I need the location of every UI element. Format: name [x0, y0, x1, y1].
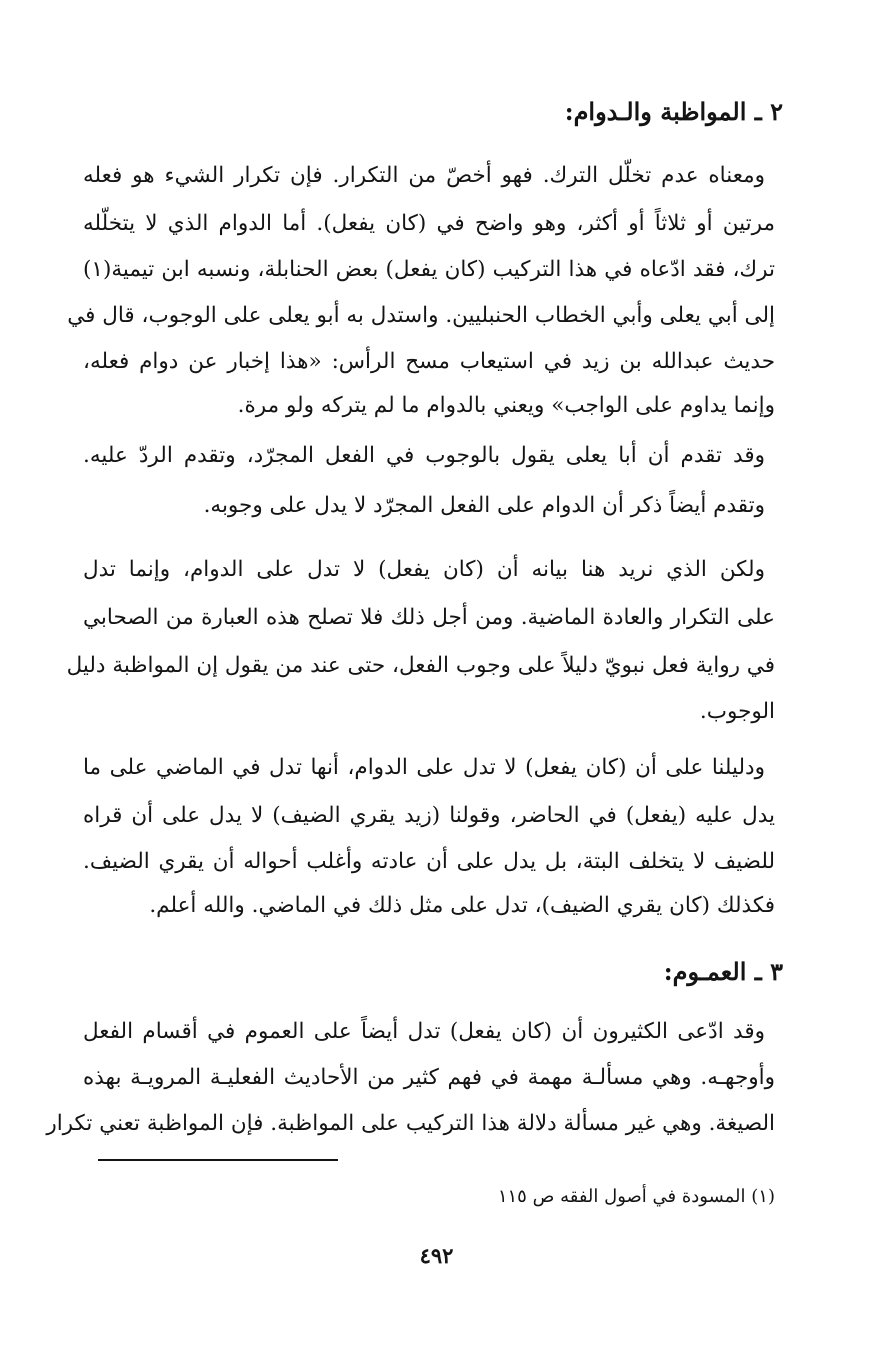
text-line: إلى أبي يعلى وأبي الخطاب الحنبليين. واستدل به أبو يعلى على الوجوب، قال في [67, 303, 775, 328]
text-line: وإنما يداوم على الواجب» ويعني بالدوام ما لم يتركه ولو مرة. [237, 393, 775, 418]
text-line: وقد تقدم أن أبا يعلى يقول بالوجوب في الفعل المجرّد، وتقدم الردّ عليه. [83, 443, 765, 468]
text-line: الصيغة. وهي غير مسألة دلالة هذا التركيب على المواظبة. فإن المواظبة تعني تكرار [46, 1111, 775, 1136]
text-line: وأوجهـه. وهي مسألـة مهمة في فهم كثير من الأحاديث الفعليـة المرويـة بهذه [83, 1065, 775, 1090]
text-line: ترك، فقد ادّعاه في هذا التركيب (كان يفعل) بعض الحنابلة، ونسبه ابن تيمية(١) [83, 257, 775, 282]
footnote: (١) المسودة في أصول الفقه ص ١١٥ [497, 1186, 775, 1207]
section-heading-persistence: ٢ ـ المواظبة والـدوام: [564, 97, 783, 126]
text-line: ومعناه عدم تخلّل الترك. فهو أخصّ من التكرار. فإن تكرار الشيء هو فعله [83, 163, 765, 188]
footnote-separator [98, 1159, 338, 1161]
text-line: وقد ادّعى الكثيرون أن (كان يفعل) تدل أيضاً على العموم في أقسام الفعل [83, 1019, 765, 1044]
text-line: يدل عليه (يفعل) في الحاضر، وقولنا (زيد يقري الضيف) لا يدل على أن قراه [83, 803, 775, 828]
text-line: في رواية فعل نبويّ دليلاً على وجوب الفعل، حتى عند من يقول إن المواظبة دليل [66, 653, 775, 678]
text-line: ودليلنا على أن (كان يفعل) لا تدل على الدوام، أنها تدل في الماضي على ما [83, 755, 765, 780]
text-line: الوجوب. [699, 699, 775, 724]
text-line: للضيف لا يتخلف البتة، بل يدل على أن عادته وأغلب أحواله أن يقري الضيف. [83, 849, 775, 874]
text-line: ولكن الذي نريد هنا بيانه أن (كان يفعل) لا تدل على الدوام، وإنما تدل [83, 557, 765, 582]
text-line: حديث عبدالله بن زيد في استيعاب مسح الرأس: «هذا إخبار عن دوام فعله، [83, 349, 775, 374]
text-line: فكذلك (كان يقري الضيف)، تدل على مثل ذلك في الماضي. والله أعلم. [149, 893, 775, 918]
text-line: مرتين أو ثلاثاً أو أكثر، وهو واضح في (كان يفعل). أما الدوام الذي لا يتخلّله [83, 211, 775, 236]
section-heading-generality: ٣ ـ العمـوم: [663, 957, 783, 986]
text-line: وتقدم أيضاً ذكر أن الدوام على الفعل المجرّد لا يدل على وجوبه. [203, 493, 765, 518]
text-line: على التكرار والعادة الماضية. ومن أجل ذلك فلا تصلح هذه العبارة من الصحابي [83, 605, 775, 630]
page-number: ٤٩٢ [419, 1243, 454, 1268]
